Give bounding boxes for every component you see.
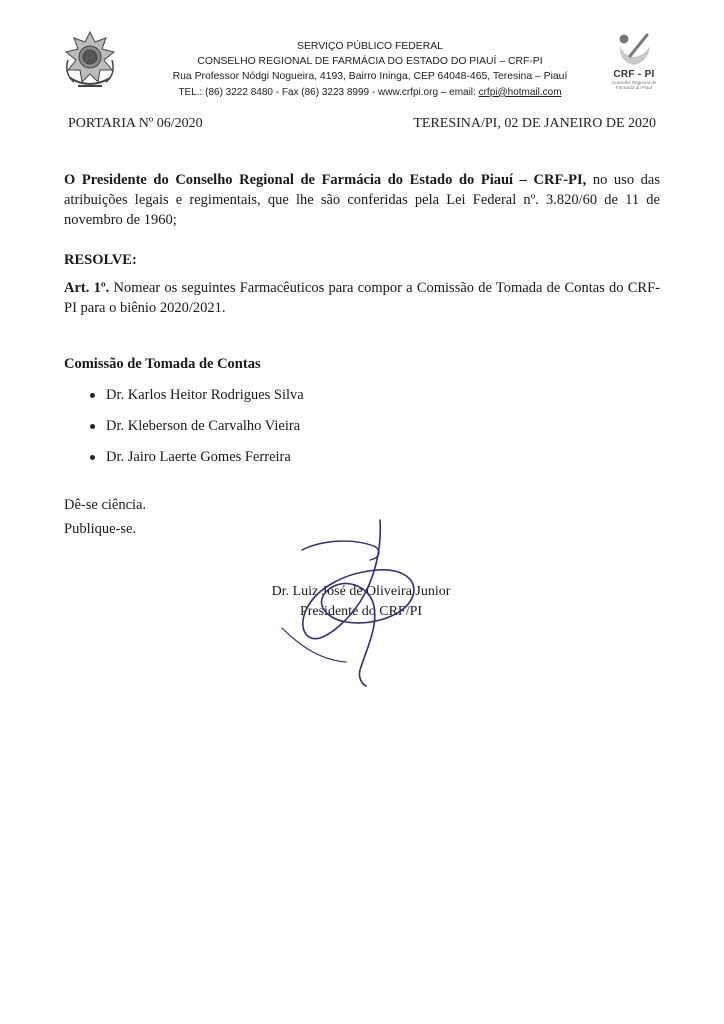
intro-paragraph xyxy=(64,170,660,230)
contact-phone-web: TEL.: (86) 3222 8480 - Fax (86) 3223 8999 - www.crfpi.org – email: xyxy=(178,86,479,98)
article-1-text: Nomear os seguintes Farmacêuticos para compor a Comissão de Tomada de Contas do CRF-PI para o biênio 2020/2021. xyxy=(64,280,660,316)
brazil-coat-of-arms-icon xyxy=(58,30,122,94)
crf-pi-logo xyxy=(606,32,662,102)
member-name: Dr. Karlos Heitor Rodrigues Silva xyxy=(106,387,304,403)
article-1 xyxy=(64,278,660,318)
signatory-role: Presidente do CRF/PI xyxy=(299,604,423,619)
list-item xyxy=(90,447,304,478)
intro-legal-basis: no uso das atribuições legais e regimentais, que lhe são conferidas pela Lei Federal nº. 3.820/60 de 11 de novembro de 1960; xyxy=(64,172,660,228)
place-and-date: TERESINA/PI, 02 DE JANEIRO DE 2020 xyxy=(413,116,656,131)
article-1-label: Art. 1º. xyxy=(64,280,110,296)
contact-email-link[interactable]: crfpi@hotmail.com xyxy=(478,86,562,98)
letterhead-text xyxy=(140,39,600,100)
resolve-heading: RESOLVE: xyxy=(64,252,137,268)
closing-publique: Publique-se. xyxy=(64,521,137,537)
bullet-icon xyxy=(90,393,95,398)
letterhead xyxy=(58,30,668,106)
letterhead-address: Rua Professor Nódgi Nogueira, 4193, Bairro Ininga, CEP 64048-465, Teresina – Piauí xyxy=(172,71,568,83)
bullet-icon xyxy=(90,455,95,460)
handwritten-signature xyxy=(262,510,442,690)
portaria-number: PORTARIA Nº 06/2020 xyxy=(68,116,203,131)
crf-pi-logo-title: CRF - PI xyxy=(613,69,655,80)
letterhead-contact xyxy=(140,85,600,100)
bullet-icon xyxy=(90,424,95,429)
closing-cientifique: Dê-se ciência. xyxy=(64,497,147,513)
letterhead-line-1: SERVIÇO PÚBLICO FEDERAL xyxy=(297,41,443,52)
commission-title: Comissão de Tomada de Contas xyxy=(64,356,261,372)
list-item xyxy=(90,416,304,447)
member-name: Dr. Jairo Laerte Gomes Ferreira xyxy=(106,449,291,465)
signatory-name: Dr. Luiz José de Oliveira Junior xyxy=(271,584,451,599)
crf-pi-logo-icon xyxy=(614,32,654,68)
intro-president: O Presidente do Conselho Regional de Farmácia do Estado do Piauí – CRF-PI, xyxy=(64,172,587,188)
crf-pi-logo-subtitle: Conselho Regional de Farmácia do Piauí xyxy=(611,80,657,90)
letterhead-line-2: CONSELHO REGIONAL DE FARMÁCIA DO ESTADO DO PIAUÍ – CRF-PI xyxy=(197,56,543,68)
member-name: Dr. Kleberson de Carvalho Vieira xyxy=(106,418,301,434)
commission-members-list xyxy=(90,385,304,478)
list-item xyxy=(90,385,304,416)
